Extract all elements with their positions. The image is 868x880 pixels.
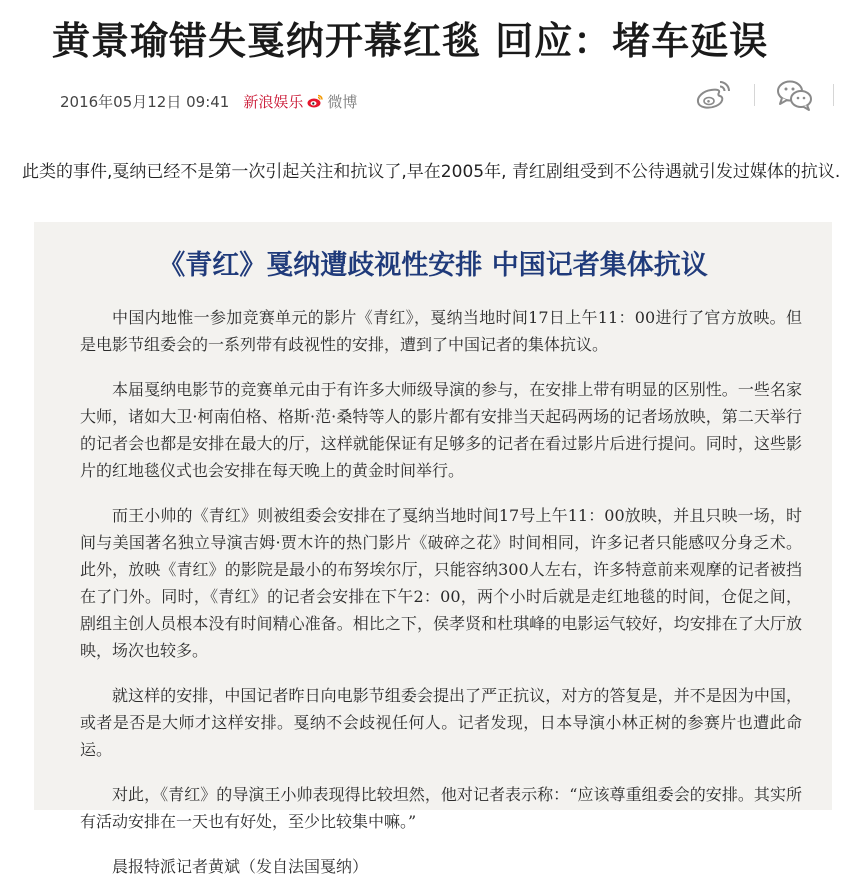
clipping-paragraph: 本届戛纳电影节的竞赛单元由于有许多大师级导演的参与，在安排上带有明显的区别性。一些名家大师，诸如大卫·柯南伯格、格斯·范·桑特等人的影片都有安排当天起码两场的记者场放映，第二天举行的记者会也都是安排在最大的厅，这样就能保证有足够多的记者在看过影片后进行提问。同时，这些影片的红地毯仪式也会安排在每天晚上的黄金时间举行。 [80, 380, 802, 480]
intro-paragraph: 此类的事件,戛纳已经不是第一次引起关注和抗议了,早在2005年, 青红剧组受到不公待遇就引发过媒体的抗议. [22, 162, 841, 182]
share-bar [694, 78, 834, 112]
weibo-logo-icon[interactable] [307, 94, 323, 108]
clipping-paragraph: 而王小帅的《青红》则被组委会安排在了戛纳当地时间17号上午11：00放映，并且只映一场，时间与美国著名独立导演吉姆·贾木许的热门影片《破碎之花》时间相同，许多记者只能感叹分身乏术。此外，放映《青红》的影院是最小的布努埃尔厅，只能容纳300人左右，许多特意前来观摩的记者被挡在了门外。同时，《青红》的记者会安排在下午2：00，两个小时后就是走红地毯的时间，仓促之间，剧组主创人员根本没有时间精心准备。相比之下，侯孝贤和杜琪峰的电影运气较好，均安排在了大厅放映，场次也较多。 [80, 506, 802, 660]
publish-date: 2016年05月12日 09:41 [60, 92, 230, 111]
share-divider [754, 84, 755, 106]
weibo-link[interactable]: 微博 [327, 92, 358, 111]
clipping-paragraph: 对此，《青红》的导演王小帅表现得比较坦然，他对记者表示称：“应该尊重组委会的安排。其实所有活动安排在一天也有好处，至少比较集中嘛。” [80, 785, 802, 831]
clipping-signature: 晨报特派记者黄斌（发自法国戛纳） [112, 857, 369, 876]
headline: 黄景瑜错失戛纳开幕红毯 回应：堵车延误 [52, 19, 769, 64]
share-divider-end [833, 84, 834, 106]
source-link[interactable]: 新浪娱乐 [243, 92, 304, 111]
weibo-share-icon[interactable] [694, 78, 734, 112]
wechat-share-icon[interactable] [775, 78, 815, 112]
clipping-paragraph: 中国内地惟一参加竞赛单元的影片《青红》，戛纳当地时间17日上午11：00进行了官方放映。但是电影节组委会的一系列带有歧视性的安排，遭到了中国记者的集体抗议。 [80, 308, 802, 354]
clipping-paragraph: 就这样的安排，中国记者昨日向电影节组委会提出了严正抗议，对方的答复是，并不是因为中国，或者是否是大师才这样安排。戛纳不会歧视任何人。记者发现，日本导演小林正树的参赛片也遭此命运。 [80, 686, 802, 759]
clipping-title: 《青红》戛纳遭歧视性安排 中国记者集体抗议 [158, 250, 708, 281]
newspaper-clipping [34, 222, 832, 876]
article-meta [60, 89, 357, 113]
